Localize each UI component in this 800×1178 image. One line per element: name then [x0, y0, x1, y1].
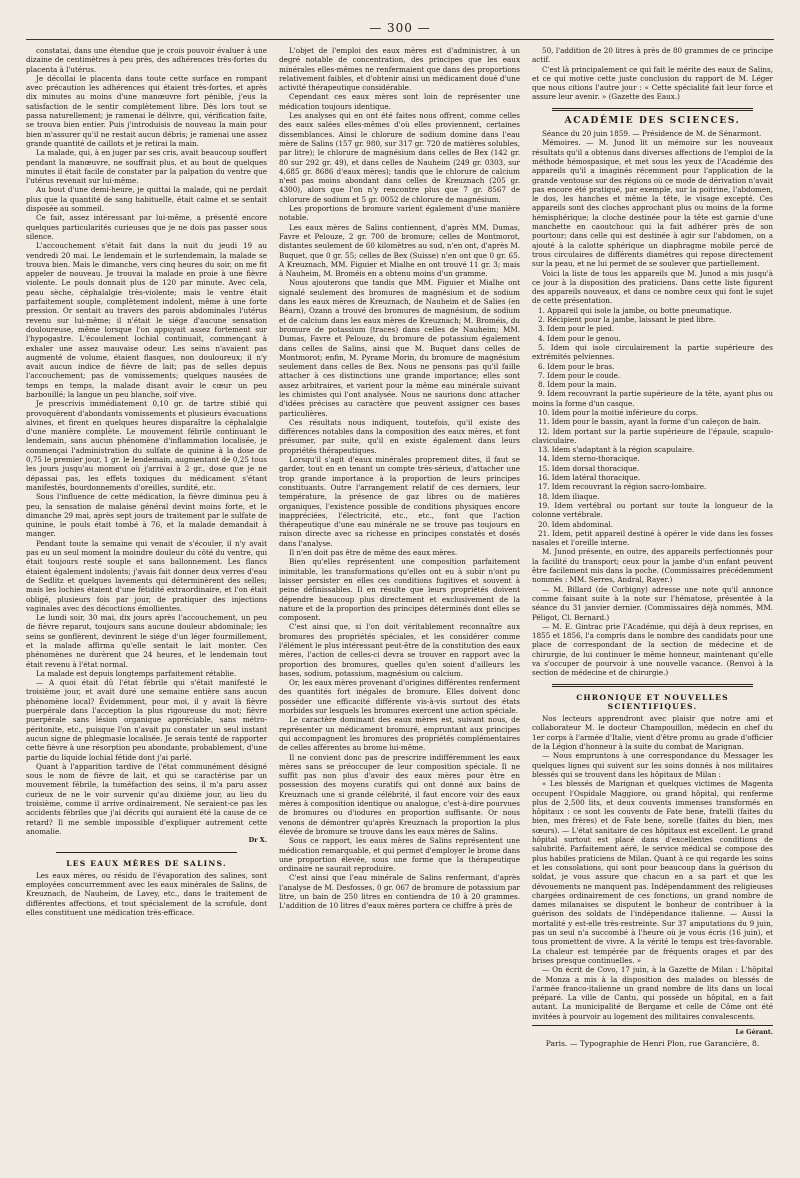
list-item: 1. Appareil qui isole la jambe, ou botte pneumatique. [538, 305, 732, 315]
paragraph: « Les blessés de Marignan et quelques victimes de Magenta occupent l'Ospidale Maggiore, ou grand hôpital, qui renferme plus de 2,500 lits, et deux couvents immenses transformés en hôpitaux : ce sont les couvents de Fate bene, fratelli (faites du bien, mes frères) et de Fate bene, sorelle (faites du bien, mes sœurs). — L'état sanitaire de ces hôpitaux est excellent. Le grand hôpital surtout est placé dans d'excellentes conditions de salubrité. Parfaitement aéré, le service médical se compose des plus habiles praticiens de Milan. Quant à ce qui regarde les soins et les consolations, qui sont pour beaucoup dans la guérison du soldat, je vous assure que chacun en a sa part et que les dévouements ne manquent pas. Indépendamment des religieuses chargées ordinairement de ces fonctions, un grand nombre de dames milanaises se disputent le bonheur de contribuer à la guérison des soldats de l'indépendance italienne. — Aussi la mortalité y est-elle très-restreinte. Sur 37 amputations du 9 juin, pas un seul n'a succombé à l'heure où je vous écris (16 juin), et tous promettent de vivre. A la vérité le temps est très-favorable. La chaleur est tempérée par de fréquents orages et par des brises presque continuelles. » [532, 779, 773, 965]
article-signature: Dr X. [248, 836, 267, 845]
paragraph: Le caractère dominant des eaux mères est, suivant nous, de représenter un médicament bromuré, empruntant aux principes qui accompagnent les bromures des propriétés complémentaires de celles afférentes au brome lui-même. [279, 715, 520, 753]
section-title-eaux-meres: LES EAUX MÈRES DE SALINS. [66, 858, 227, 868]
paragraph: Quant à l'apparition tardive de l'état communément désigné sous le nom de fièvre de lait, et qui se caractérise par un mouvement fébrile, la tuméfaction des seins, il m'a paru assez curieux de ne le voir survenir qu'au dixième jour, au lieu du troisième, comme il arrive ordinairement. Ne seraient-ce pas les accidents fébriles que j'ai décrits qui auraient été la cause de ce retard? Il me semble impossible d'expliquer autrement cette anomalie. [26, 761, 267, 836]
paragraph: L'accouchement s'était fait dans la nuit du jeudi 19 au vendredi 20 mai. Le lendemain et le surlendemain, la malade se trouva bien. Mais le dimanche, vers cinq heures du soir, on me fit appeler de nouveau. Je trouvai la malade en proie à une fièvre violente. Le pouls donnait plus de 120 par minute. Avec cela, peau sèche, céphalalgie très-violente; mais le ventre était parfaitement souple, complètement indolent, même à une forte pression. Or sentait au travers des parois abdominales l'utérus revenu sur lui-même; il n'était le siége d'aucune sensation douloureuse, même lorsque l'on appuyait assez fortement sur l'hypogastre. L'écoulement lochial continuait, commençant à exhaler une assez mauvaise odeur. Les seins n'avaient pas augmenté de volume, étaient flasques, non douloureux; il n'y avait aucun indice de fièvre de lait; pas de selles depuis l'accouchement; pas de vomissements; quelques nausées de temps en temps, la malade disant avoir le cœur un peu barbouillé; la langue un peu blanche, soif vive. [26, 241, 267, 399]
session-date: Séance du 20 juin 1859. — Présidence de M. de Sénarmont. [542, 129, 762, 139]
paragraph: Sous l'influence de cette médication, la fièvre diminua peu à peu, la sensation de malaise général devint moins forte, et le dimanche 29 mai, après sept jours de traitement par le sulfate de quinine, le pouls était tombé à 76, et la malade demandait à manger. [26, 492, 267, 539]
paragraph: C'est ainsi que l'eau minérale de Salins renfermant, d'après l'analyse de M. Desfosses, 0 gr. 067 de bromure de potassium par litre, un bain de 250 litres en contiendra de 10 à 20 grammes. L'addition de 10 litres d'eaux mères portera ce chiffre à près de [279, 873, 520, 911]
paragraph: Sous ce rapport, les eaux mères de Salins représentent une médication remarquable, et qui permet d'employer le brome dans une proportion élevée, sous une forme que la thérapeutique ordinaire ne saurait reproduire. [279, 836, 520, 874]
paragraph: Cependant ces eaux mères sont loin de représenter une médication toujours identique. [279, 92, 520, 111]
list-item: 13. Idem s'adaptant à la région scapulaire. [538, 445, 695, 455]
list-item: 9. Idem recouvrant la partie supérieure de la tête, ayant plus ou moins la forme d'un casque. [532, 389, 773, 408]
header-rule [26, 39, 774, 40]
list-item: 7. Idem pour le coude. [538, 370, 621, 380]
paragraph: Pendant toute la semaine qui venait de s'écouler, il n'y avait pas eu un seul moment la moindre douleur du côté du ventre, qui était toujours resté souple et sans ballonnement. Les flancs étaient également indolents; j'avais fait donner deux verres d'eau de Sedlitz et quelques lavements qui déterminèrent des selles; mais les lochies étaient d'une fétidité extraordinaire, et l'on était obligé, plusieurs fois par jour, de pratiquer des injections vaginales avec des décoctions émollientes. [26, 538, 267, 613]
paragraph: Les eaux mères, ou résidu de l'évaporation des salines, sont employées concurremment avec les eaux minérales de Salins, de Kreuznach, de Nauheim, de Lavey, etc., dans le traitement de différentes affections, et tout spécialement de la scrofule, dont elles constituent une médication très-efficace. [26, 870, 267, 918]
paragraph: Les eaux mères de Salins contiennent, d'après MM. Dumas, Favre et Pelouze, 2 gr. 700 de bromure; celles de Montmorot, distantes seulement de 60 kilomètres au sud, n'en ont, d'après M. Buquet, que 0 gr. 55; celles de Bex (Suisse) n'en ont que 0 gr. 65. A Kreuznach, MM. Figuier et Mialhe en ont trouvé 11 gr. 3; mais à Nauheim, M. Broméis en a obtenu moins d'un gramme. [279, 222, 520, 279]
column-1 [26, 46, 267, 1151]
paragraph: — M. E. Gintrac prie l'Académie, qui déjà à deux reprises, en 1855 et 1856, l'a compris dans le nombre des candidats pour une place de correspondant de la section de médecine et de chirurgie, de lui continuer le même honneur, maintenant qu'elle va s'occuper de pourvoir à une nouvelle vacance. (Renvoi à la section de médecine et de chirurgie.) [532, 621, 773, 678]
columns [26, 46, 774, 1151]
list-item: 4. Idem pour le genou. [538, 333, 621, 343]
list-item: 14. Idem sterno-thoracique. [538, 454, 640, 464]
section-title-chronique: CHRONIQUE ET NOUVELLES SCIENTIFIQUES. [576, 692, 729, 711]
footer-rule [532, 1025, 773, 1026]
paragraph: Ces résultats nous indiquent, toutefois, qu'il existe des différences notables dans la composition des eaux mères, et font présumer, par suite, qu'il en existe également dans leurs propriétés thérapeutiques. [279, 417, 520, 455]
paragraph: Je prescrivis immédiatement 0,10 gr. de tartre stibié qui provoquèrent d'abondants vomissements et plusieurs évacuations alvines, et firent en quelques heures disparaître la céphalalgie d'une manière complète. Le mouvement fébrile continuant le lendemain, sans aucun phénomène d'inflammation localisée, je commençai l'administration du sulfate de quinine à la dose de 0,75 le premier jour, 1 gr. le lendemain, augmentant de 0,25 tous les jours jusqu'au moment où j'arrivai à 2 gr., dose que je ne dépassai pas, les effets toxiques du médicament s'étant manifestés, bourdonnements d'oreilles, surdité, etc. [26, 399, 267, 492]
paragraph: Voici la liste de tous les appareils que M. Junod a mis jusqu'à ce jour à la disposition des praticiens. Dans cette liste figurent des appareils nouveaux, et dans ce nombre ceux qui font le sujet de cette présentation. [532, 268, 773, 306]
paragraph: Bien qu'elles représentent une composition parfaitement inimitable, les transformations qu'elles ont eu à subir n'ont pu laisser persister en elles ces conditions fugitives et souvent à peine définissables. Il en résulte que leurs propriétés doivent dépendre beaucoup plus directement et exclusivement de la nature et de la proportion des principes déterminés dont elles se composent. [279, 557, 520, 623]
list-item: 17. Idem recouvrant la région sacro-lombaire. [538, 482, 707, 492]
printer-imprint: Paris. — Typographie de Henri Plon, rue Garancière, 8. [545, 1039, 760, 1049]
section-divider [56, 852, 237, 853]
paragraph: 50, l'addition de 20 litres à près de 80 grammes de ce principe actif. [532, 46, 773, 65]
list-item: 18. Idem iliaque. [538, 491, 600, 501]
paragraph: M. Junod présente, en outre, des appareils perfectionnés pour la facilité du transport; ceux pour la jambe d'un enfant peuvent être facilement mis dans la poche. (Commissaires précédemment nommés : MM. Serres, Andral, Rayer.) [532, 547, 773, 585]
paragraph: — On écrit de Covo, 17 juin, à la Gazette de Milan : L'hôpital de Monza a mis à la disposition des malades ou blessés de l'armée franco-italienne un grand nombre de lits dans un local préparé. La ville de Cantu, qui possède un hôpital, en a fait autant. La municipalité de Bergame et celle de Côme ont été invitées à pourvoir au logement des militaires convalescents. [532, 965, 773, 1021]
list-item: 8. Idem pour la main. [538, 380, 617, 390]
list-item: 21. Idem, petit appareil destiné à opérer le vide dans les fosses nasales et l'oreille interne. [532, 528, 773, 548]
list-item: 2. Récipient pour la jambe, laissant le pied libre. [538, 315, 716, 325]
section-divider [552, 684, 753, 687]
paragraph: Le lundi soir, 30 mai, dix jours après l'accouchement, un peu de fièvre reparut, toujours sans aucune douleur abdominale; les seins se gonflèrent, devinrent le siége d'un léger fourmillement, et la malade affirma qu'elle sentait le lait monter. Ces phénomènes ne durèrent que 24 heures, et le lendemain tout était revenu à l'état normal. [26, 613, 267, 669]
gerant-signature: Le Gérant. [735, 1027, 773, 1036]
list-item: 20. Idem abdominal. [538, 519, 613, 529]
list-item: 5. Idem qui isole circulairement la partie supérieure des extrémités pelviennes. [532, 342, 773, 362]
list-item: 10. Idem pour la moitié inférieure du corps. [538, 407, 699, 417]
paragraph: Mémoires. — M. Junod lit un mémoire sur les nouveaux résultats qu'il a obtenus dans diverses affections de l'emploi de la méthode hémospasique, et met sous les yeux de l'Académie des appareils qu'il a imaginés récemment pour l'application de la grande ventouse sur des régions où ce mode de dérivation n'avait pas encore été pratiqué, par exemple, sur la poitrine, l'abdomen, le dos, les hanches et même la tête, le visage excepté. Ces appareils sont des cloches approchant plus ou moins de la forme hémisphérique; la cloche destinée pour la tête est garnie d'une manchette en caoutchouc qui la fait adhérer près de son pourtour; dans celle qui est destinée à agir sur l'abdomen, on a ajouté à la calotte sphérique un diaphragme mobile percé de trous circulaires de différents diamètres qui repose directement sur la peau, et ne lui permet de se soulever que partiellement. [532, 138, 773, 269]
paragraph: Nos lecteurs apprendront avec plaisir que notre ami et collaborateur M. le docteur Champouillon, médecin en chef du 1er corps à l'armée d'Italie, vient d'être promu au grade d'officier de la Légion d'honneur à la suite du combat de Marignan. [532, 714, 773, 752]
paragraph: Il ne convient donc pas de prescrire indifféremment les eaux mères sans se préoccuper de leur composition spéciale. Il ne suffit pas non plus d'avoir des eaux mères pour être en possession des moyens curatifs qui ont donné aux bains de Kreuznach une si grande célébrité, il faut encore voir des eaux mères à composition identique ou analogue, c'est-à-dire pourvues de bromures ou d'iodures en proportion suffisante. Or nous venons de démontrer qu'après Kreuznach la proportion la plus élevée de bromure se trouve dans les eaux mères de Salins. [279, 752, 520, 836]
apparatus-list [532, 306, 773, 548]
paragraph: La malade est depuis longtemps parfaitement rétablie. [36, 668, 237, 678]
list-item: 6. Idem pour le bras. [538, 361, 615, 371]
paragraph: C'est ainsi que, si l'on doit véritablement reconnaître aux bromures des propriétés spéciales, et les considérer comme l'élément le plus intéressant peut-être de la constitution des eaux mères, l'action de celles-ci devra se trouver en rapport avec la proportion des bromures, quelles qu'en soient d'ailleurs les bases, sodium, potassium, magnésium ou calcium. [279, 622, 520, 678]
paragraph: Ce fait, assez intéressant par lui-même, a présenté encore quelques particularités curieuses que je ne dois pas passer sous silence. [26, 213, 267, 241]
paragraph: Je décollai le placenta dans toute cette surface en rompant avec précaution les adhérences qui étaient très-fortes, et après dix minutes au moins d'une manœuvre fort pénible, j'eus la satisfaction de le sentir complètement libre. Dès lors tout se passa naturellement; je ramenai le délivre, qui, vérification faite, se trouva bien entier. Puis j'introduisis de nouveau la main pour bien m'assurer qu'il ne restait aucun débris; je ramenai une assez grande quantité de caillots et je retirai la main. [26, 73, 267, 148]
paragraph: — Nous empruntons à une correspondance du Messager les quelques lignes qui suivent sur les soins donnés à nos militaires blessés qui se trouvent dans les hôpitaux de Milan : [532, 751, 773, 779]
list-item: 3. Idem pour le pied. [538, 324, 615, 334]
paragraph: Lorsqu'il s'agit d'eaux minérales proprement dites, il faut se garder, tout en en tenant un compte très-sérieux, d'attacher une trop grande importance à la proportion de leurs principes constituants. Outre l'arrangement relatif de ces derniers, leur température, la présence de gaz libres ou de matières organiques, l'existence possible de conditions physiques encore inappréciées, l'électricité, etc., etc., font que l'action thérapeutique d'une eau minérale ne se trouve pas toujours en raison directe avec sa richesse en principes constatés et dosés dans l'analyse. [279, 455, 520, 548]
paragraph: L'objet de l'emploi des eaux mères est d'administrer, à un degré notable de concentration, des principes que les eaux minérales elles-mêmes ne renfermaient que dans des proportions relativement faibles, et d'obtenir ainsi un médicament doué d'une activité thérapeutique considérable. [279, 46, 520, 93]
paragraph: Nous ajouterons que tandis que MM. Figuier et Mialhe ont signalé seulement des bromures de magnésium et de sodium dans les eaux mères de Kreuznach, de Nauheim et de Salies (en Béarn), Ozann a trouvé des bromures de magnésium, de sodium et de calcium dans les eaux mères de Kreuznach; M. Broméis, du bromure de potassium (traces) dans celles de Nauheim; MM. Dumas, Favre et Pelouze, du bromure de potassium également dans celles de Salins, ainsi que M. Buquet dans celles de Montmorot; enfin, M. Pyrame Morin, du bromure de magnésium seulement dans celles de Bex. Nous ne pensons pas qu'il faille attacher à ces distinctions une grande importance; elles sont assez arbitraires, et varient pour la même eau minérale suivant les chimistes qui l'ont analysée. Nous ne saurions donc attacher d'idées précises au caractère que peuvent assigner ces bases particulières. [279, 278, 520, 418]
section-title-academie: ACADÉMIE DES SCIENCES. [564, 115, 741, 126]
paragraph: Les analyses qui en ont été faites nous offrent, comme celles des eaux salées elles-mêmes d'où elles proviennent, certaines dissemblances. Ainsi le chlorure de sodium domine dans l'eau mère de Salins (157 gr. 980, sur 317 gr. 720 de matières solubles, par litre); le chlorure de magnésium dans celles de Bex (142 gr. 80 sur 292 gr. 49), et dans celles de Nauheim (249 gr. 0303, sur 4,685 gr. 8686 d'eaux mères); tandis que le chlorure de calcium n'est pas moins abondant dans celles de Kreuznach (205 gr. 4300), alors que l'on n'y rencontre plus que 7 gr. 8567 de chlorure de sodium et 5 gr. 0052 de chlorure de magnésium. [279, 111, 520, 204]
paragraph: C'est là principalement ce qui fait le mérite des eaux de Salins, et ce qui motive cette juste conclusion du rapport de M. Léger que nous citions l'autre jour : « Cette spécialité fait leur force et assure leur avenir. » (Gazette des Eaux.) [532, 64, 773, 102]
paragraph: — A quoi était dû l'état fébrile qui s'était manifesté le troisième jour, et avait duré une semaine entière sans aucun phénomène local? Évidemment, pour moi, il y avait là fièvre puerpérale dans l'acception la plus rigoureuse du mot; fièvre puerpérale sans lésion organique appréciable, sans métro-péritonite, etc., puisque l'on n'avait pu constater un seul instant aucun signe de phlegmasie localisée. Je serais tenté de rapporter cette fièvre à une résorption peu abondante, probablement, d'une partie du liquide lochial fétide dont j'ai parlé. [26, 678, 267, 762]
page-number: — 300 — [369, 21, 431, 35]
column-3 [532, 46, 773, 1151]
paragraph: Les proportions de bromure varient également d'une manière notable. [279, 204, 520, 223]
section-divider [552, 108, 753, 111]
list-item: 12. Idem portant sur la partie supérieure de l'épaule, scapulo-claviculaire. [532, 426, 773, 445]
paragraph: Il n'en doit pas être de même des eaux mères. [289, 548, 458, 558]
column-2 [279, 46, 520, 1151]
list-item: 16. Idem latéral thoracique. [538, 473, 641, 483]
list-item: 19. Idem vertébral ou portant sur toute la longueur de la colonne vertébrale. [532, 500, 773, 520]
paragraph: constatai, dans une étendue que je crois pouvoir évaluer à une dizaine de centimètres à peu près, des adhérences très-fortes du placenta à l'utérus. [26, 46, 267, 74]
paragraph: — M. Billard (de Corbigny) adresse une note qu'il annonce comme faisant suite à la note sur l'hématose, présentée à la séance du 31 janvier dernier. (Commissaires déjà nommés, MM. Péligot, Cl. Bernard.) [532, 584, 773, 622]
list-item: 11. Idem pour le bassin, ayant la forme d'un caleçon de bain. [538, 417, 761, 427]
list-item: 15. Idem dorsal thoracique. [538, 463, 640, 473]
paragraph: Or, les eaux mères provenant d'origines différentes renferment des quantités fort inégales de bromure. Elles doivent donc posséder une efficacité différente vis-à-vis surtout des états morbides sur lesquels les bromures exercent une action spéciale. [279, 678, 520, 716]
paragraph: Au bout d'une demi-heure, je quittai la malade, qui ne perdait plus que la quantité de sang habituelle, était calme et se sentait disposée au sommeil. [26, 185, 267, 214]
paragraph: La malade, qui, à en juger par ses cris, avait beaucoup souffert pendant la manœuvre, ne souffrait plus, et au bout de quelques minutes il était facile de constater par la palpation du ventre que l'utérus revenait sur lui-même. [26, 148, 267, 186]
